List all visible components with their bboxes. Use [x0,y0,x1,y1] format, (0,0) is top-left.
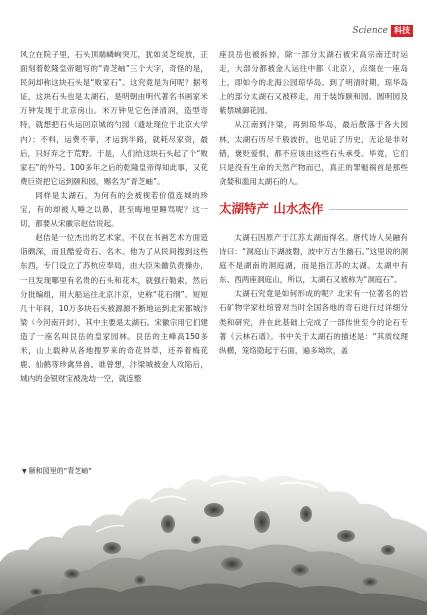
right-text-column [219,48,408,358]
section-heading-text: 太湖特产 山水杰作 [219,201,329,216]
section-label-chinese: 科技 [391,25,413,37]
paragraph: 风立在院子里，石头顶端嶙峋突兀，犹如灵芝绽放，正面刻着乾隆皇帝题写的“青芝岫”三个大字，奇怪的是，民间却称这块石头是“败家石”。这究竟是为何呢？据考证，这块石头也是太湖石，是明朝由明代著名书画家米万钟发现于北京房山。米万钟见它色泽清润，造型奇特，就想把石头运回京城的勺园（遗址现位于北京大学内）；不料，运费不菲，才运到半路，就耗尽家资，最后，只好弃之于荒野。于是，人们给这块石头起了个“败家石”的外号。100多年之后的乾隆皇帝得知此事，又花费巨资把它运到颐和园，赐名为“青芝岫”。 [20,50,208,186]
caption-triangle-icon: ▼ [22,468,27,475]
paragraph: 赵佶是一位杰出的艺术家，不仅在书画艺术方面造诣颇深，而且酷爱奇石、名木。他为了从民间搜到这些东西，专门设立了苏杭应奉局，由大臣朱勔负责操办，一旦发现哪里有名贵的石头和花木，就强行勒索，然后分批编组，用大船运往北京汴京，史称“花石纲”。短短几十年间，10万多块石头被源源不断地运到北宋都城汴梁（今河南开封），其中主要是太湖石。宋徽宗用它们建造了一座名叫艮岳的皇家园林。艮岳的主峰高150多米，山上载种从各地搜罗来的奇花异草，还养着梅花鹿、仙鹤等珍禽异兽。谁曾想，汴梁城被金人攻陷后，城内的金银财宝被洗劫一空，就连整 [20,233,208,384]
section-label-english: Science [352,26,388,36]
paragraph: 从江南到汴梁，再到琼华岛，最后散落于各大园林，太湖石历尽千般波折，也见证了历史，无论是非对错，褒贬爱恨，都不应该由这些石头承受。毕竟，它们只是没有生命的天然产物而已，真正的罪魁祸首是那些贪婪和滥用太湖石的人。 [219,120,408,186]
section-heading [219,199,408,219]
section-header [352,24,413,38]
caption-text: 颐和园里的“青芝岫” [28,467,92,475]
paragraph: 太湖石究竟是如何形成的呢？北宋有一位著名的岩石矿物学家杜绾曾对当时全国各地的奇石进行过详细分类和研究，并在此基础上完成了一部传世至今的论石专著《云林石谱》。书中关于太湖石的描述是：“其质纹理纵横，笼络隐起于石面，遍多坳坎，盖 [219,289,408,355]
left-text-column [20,48,208,386]
photo-caption [20,466,94,477]
paragraph: 太湖石因原产于江苏太湖而得名。唐代诗人吴融有诗曰：“洞庭山下湖波磐，波中万古生幽石。”这里说的洞庭不是湖南的洞庭湖，而是指江苏的太湖。太湖中有东、西两座洞庭山，所以，太湖石又被称为“洞庭石”。 [219,232,408,285]
paragraph: 同样是太湖石，为何有的会被视若价值连城的珍宝，有的却被人唾之以鼻，甚至晦地里睡骂呢？这一切，都要从宋徽宗赵佶说起。 [20,190,208,229]
paragraph: 座艮岳也被拆掉，除一部分太湖石被宋高宗南迁时运走，大部分都被金人运往中都（北京），点缀在一座岛上，即如今的北海公园琼华岛。到了明清时期，琼华岛上的部分太湖石又被移走，用于装饰颐和园、圆明园及紫禁城御花园。 [219,50,408,116]
